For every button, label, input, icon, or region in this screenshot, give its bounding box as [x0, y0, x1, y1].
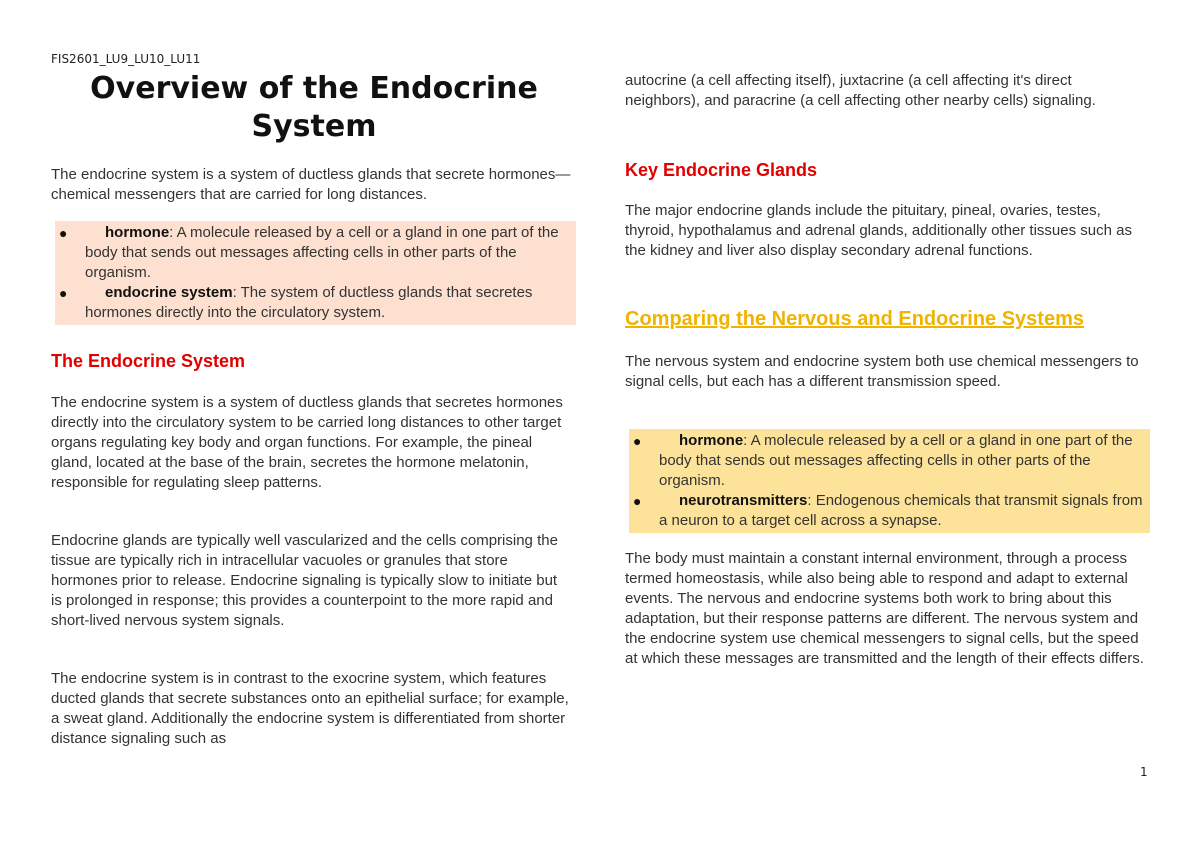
- definition-item: [633, 491, 1146, 531]
- body-paragraph: The major endocrine glands include the pituitary, pineal, ovaries, testes, thyroid, hypothalamus and adrenal glands, additionally other tissues such as the kidney and liver also display secondary adrenal functions.: [625, 202, 1132, 259]
- definition-text: : Endogenous chemicals that transmit signals from a neuron to a target cell across a synapse.: [659, 492, 1143, 529]
- bullet-icon: ●: [633, 493, 642, 509]
- body-paragraph: The endocrine system is in contrast to the exocrine system, which features ducted glands that secrete substances onto an epithelial surface; for example, a sweat gland. Additionally the endocrine system is differentiated from shorter distance signaling such as: [51, 670, 569, 747]
- course-code: FIS2601_LU9_LU10_LU11: [51, 52, 201, 66]
- body-paragraph: The body must maintain a constant internal environment, through a process termed homeostasis, while also being able to respond and adapt to external events. The nervous and endocrine systems both work to bring about this adaptation, but their response patterns are different. The nervous system and the endocrine system use chemical messengers to signal cells, but the speed at which these messages are transmitted and the length of their effects differs.: [625, 550, 1144, 667]
- body-paragraph: The nervous system and endocrine system both use chemical messengers to signal cells, but each has a different transmission speed.: [625, 353, 1139, 390]
- section-heading-comparing: Comparing the Nervous and Endocrine Systems: [625, 308, 1084, 330]
- body-paragraph: Endocrine glands are typically well vascularized and the cells comprising the tissue are typically rich in intracellular vacuoles or granules that store hormones prior to release. Endocrine signaling is typically slow to initiate but is prolonged in response; this provides a counterpoint to the more rapid and short-lived nervous system signals.: [51, 532, 558, 629]
- definition-text: : A molecule released by a cell or a gland in one part of the body that sends out messages affecting cells in other parts of the organism.: [659, 432, 1133, 489]
- definition-item: [59, 223, 572, 283]
- section-heading-key-glands: Key Endocrine Glands: [625, 160, 818, 180]
- definition-term: endocrine system: [105, 284, 233, 301]
- bullet-icon: ●: [59, 225, 68, 241]
- definition-term: hormone: [679, 432, 744, 449]
- bullet-icon: ●: [633, 433, 642, 449]
- definition-item: [59, 283, 572, 323]
- definition-text: : The system of ductless glands that secretes hormones directly into the circulatory system.: [85, 284, 533, 321]
- definition-text: : A molecule released by a cell or a gland in one part of the body that sends out messages affecting cells in other parts of the organism.: [85, 224, 559, 281]
- page-number: 1: [1140, 765, 1148, 779]
- definition-term: hormone: [105, 224, 170, 241]
- intro-paragraph: The endocrine system is a system of ductless glands that secrete hormones—chemical messengers that are carried for long distances.: [51, 166, 571, 203]
- page-title: Overview of the Endocrine System: [90, 71, 538, 144]
- section-heading-endocrine-system: The Endocrine System: [51, 351, 246, 371]
- bullet-icon: ●: [59, 285, 68, 301]
- definition-box-left: [55, 221, 576, 325]
- definition-box-right: [629, 429, 1150, 533]
- continued-paragraph: autocrine (a cell affecting itself), juxtacrine (a cell affecting it's direct neighbors), and paracrine (a cell affecting other nearby cells) signaling.: [625, 72, 1096, 109]
- definition-item: [633, 431, 1146, 491]
- definition-term: neurotransmitters: [679, 492, 808, 509]
- body-paragraph: The endocrine system is a system of ductless glands that secretes hormones directly into the circulatory system to be carried long distances to other target organs regulating key body and organ functions. For example, the pineal gland, located at the base of the brain, secretes the hormone melatonin, responsible for regulating sleep patterns.: [51, 394, 563, 491]
